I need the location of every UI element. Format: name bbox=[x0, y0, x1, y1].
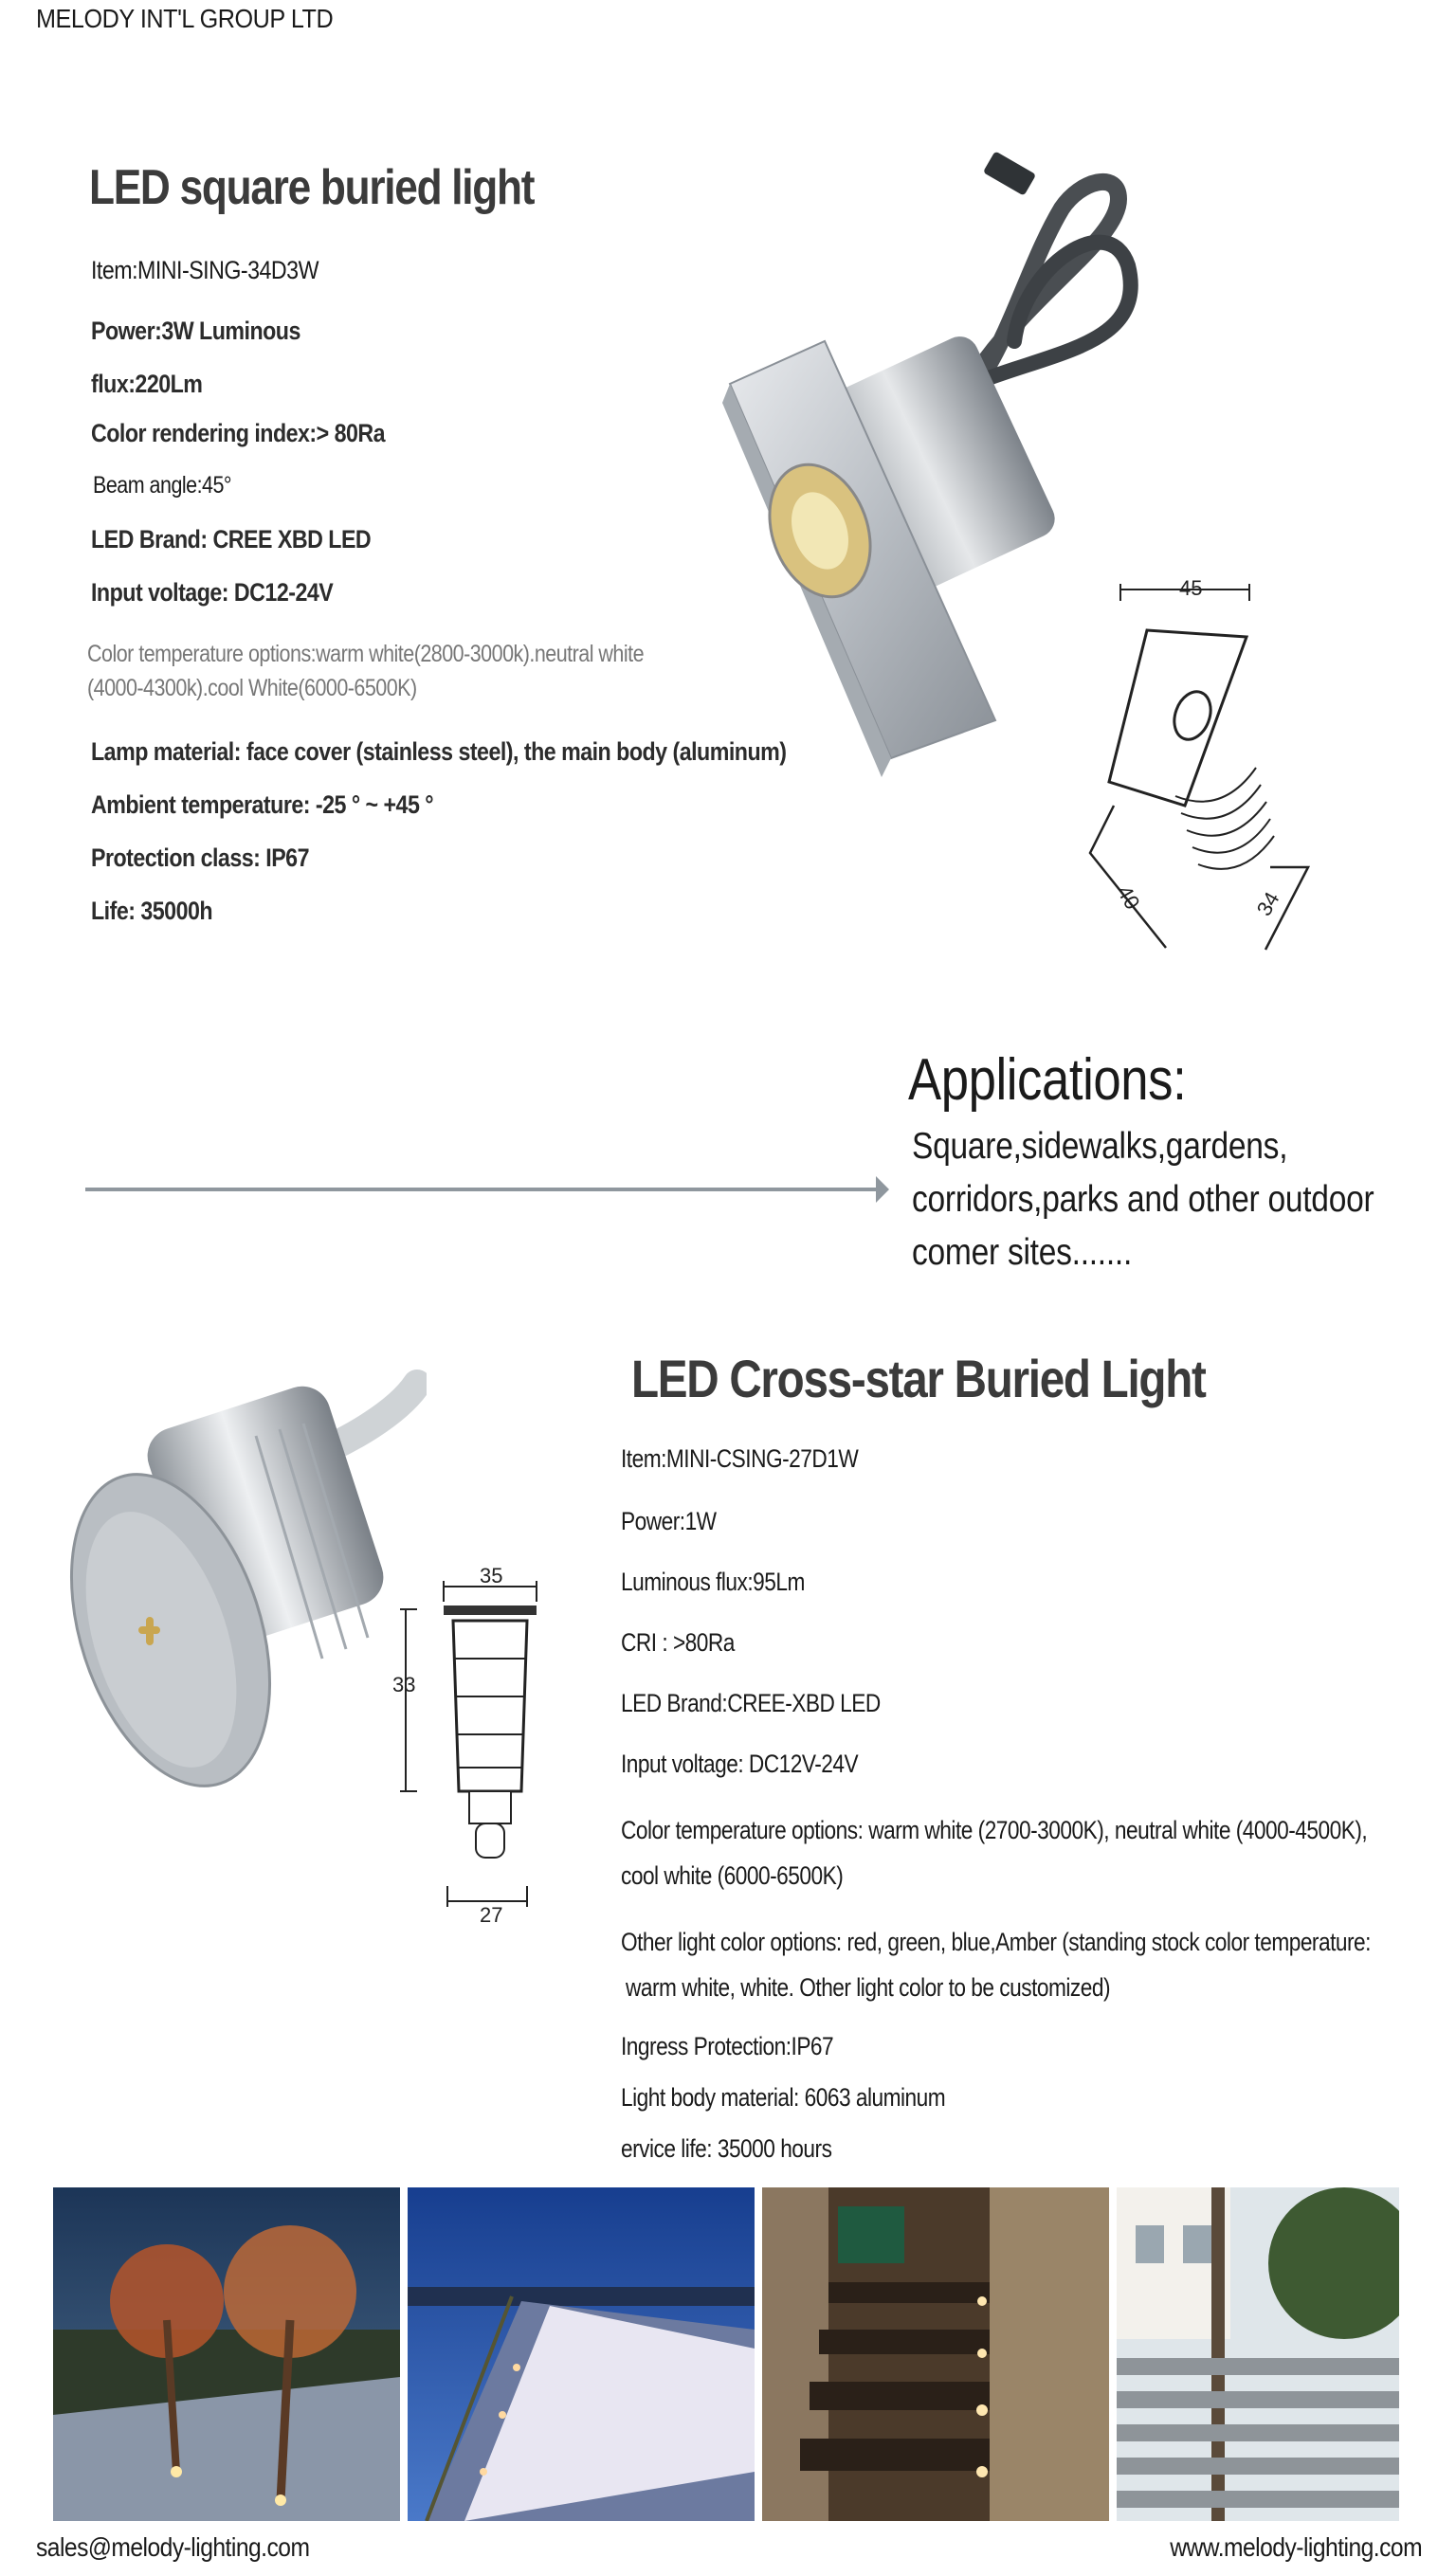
applications-line3: comer sites....... bbox=[912, 1232, 1133, 1273]
product1-dim-bottom: 34 bbox=[1251, 887, 1284, 920]
photo-stairs bbox=[762, 2187, 1109, 2521]
product1-color-temp-line2: (4000-4300k).cool White(6000-6500K) bbox=[87, 675, 417, 701]
product2-color-temp-line2: cool white (6000-6500K) bbox=[621, 1861, 844, 1890]
product2-ingress: Ingress Protection:IP67 bbox=[621, 2032, 834, 2060]
product2-power: Power:1W bbox=[621, 1507, 717, 1535]
product1-dimension-drawing bbox=[1081, 578, 1327, 976]
product1-life: Life: 35000h bbox=[91, 897, 213, 925]
product2-dim-bottom: 27 bbox=[480, 1903, 503, 1924]
product2-flux: Luminous flux:95Lm bbox=[621, 1568, 805, 1596]
photo-outdoor-steps bbox=[1117, 2187, 1399, 2521]
product1-dim-side: 40 bbox=[1112, 881, 1145, 914]
product2-item: Item:MINI-CSING-27D1W bbox=[621, 1444, 859, 1473]
product2-dim-side: 33 bbox=[392, 1673, 416, 1696]
product2-cri: CRI : >80Ra bbox=[621, 1628, 735, 1657]
product1-brand: LED Brand: CREE XBD LED bbox=[91, 525, 372, 553]
applications-line2: corridors,parks and other outdoor bbox=[912, 1179, 1374, 1220]
footer-website[interactable]: www.melody-lighting.com bbox=[1170, 2532, 1422, 2562]
product1-color-temp-line1: Color temperature options:warm white(2800-3000k).neutral white bbox=[87, 641, 645, 667]
divider-arrow-head bbox=[876, 1176, 889, 1203]
product1-cri: Color rendering index:> 80Ra bbox=[91, 419, 386, 447]
photo-garden bbox=[53, 2187, 400, 2521]
product2-color-temp-line1: Color temperature options: warm white (2700-3000K), neutral white (4000-4500K), bbox=[621, 1816, 1368, 1844]
product1-dim-top: 45 bbox=[1179, 578, 1203, 600]
product2-title: LED Cross-star Buried Light bbox=[631, 1349, 1206, 1408]
photo-walkway bbox=[408, 2187, 755, 2521]
product2-life: ervice life: 35000 hours bbox=[621, 2134, 832, 2163]
product1-protection: Protection class: IP67 bbox=[91, 844, 309, 872]
product2-brand: LED Brand:CREE-XBD LED bbox=[621, 1689, 881, 1717]
product1-power: Power:3W Luminous bbox=[91, 317, 300, 345]
product1-beam: Beam angle:45° bbox=[93, 472, 232, 499]
product1-voltage: Input voltage: DC12-24V bbox=[91, 578, 334, 607]
product1-flux: flux:220Lm bbox=[91, 370, 203, 398]
product2-body-material: Light body material: 6063 aluminum bbox=[621, 2083, 946, 2112]
application-photos bbox=[53, 2187, 1399, 2521]
company-name: MELODY INT'L GROUP LTD bbox=[36, 4, 334, 33]
product2-other-colors-line1: Other light color options: red, green, blue,Amber (standing stock color temperature: bbox=[621, 1928, 1371, 1956]
applications-line1: Square,sidewalks,gardens, bbox=[912, 1126, 1288, 1167]
product1-item: Item:MINI-SING-34D3W bbox=[91, 256, 318, 284]
product1-material: Lamp material: face cover (stainless steel), the main body (aluminum) bbox=[91, 737, 787, 766]
product2-dim-top: 35 bbox=[480, 1564, 503, 1587]
product2-dimension-drawing bbox=[389, 1564, 559, 1924]
divider-arrow-line bbox=[85, 1188, 882, 1191]
footer-email[interactable]: sales@melody-lighting.com bbox=[36, 2532, 310, 2562]
product2-photo bbox=[66, 1346, 427, 1839]
product1-ambient: Ambient temperature: -25 ° ~ +45 ° bbox=[91, 790, 434, 819]
product1-title: LED square buried light bbox=[89, 160, 535, 215]
applications-title: Applications: bbox=[908, 1047, 1187, 1113]
product2-other-colors-line2: warm white, white. Other light color to be customized) bbox=[626, 1973, 1111, 2002]
product2-voltage: Input voltage: DC12V-24V bbox=[621, 1750, 859, 1778]
